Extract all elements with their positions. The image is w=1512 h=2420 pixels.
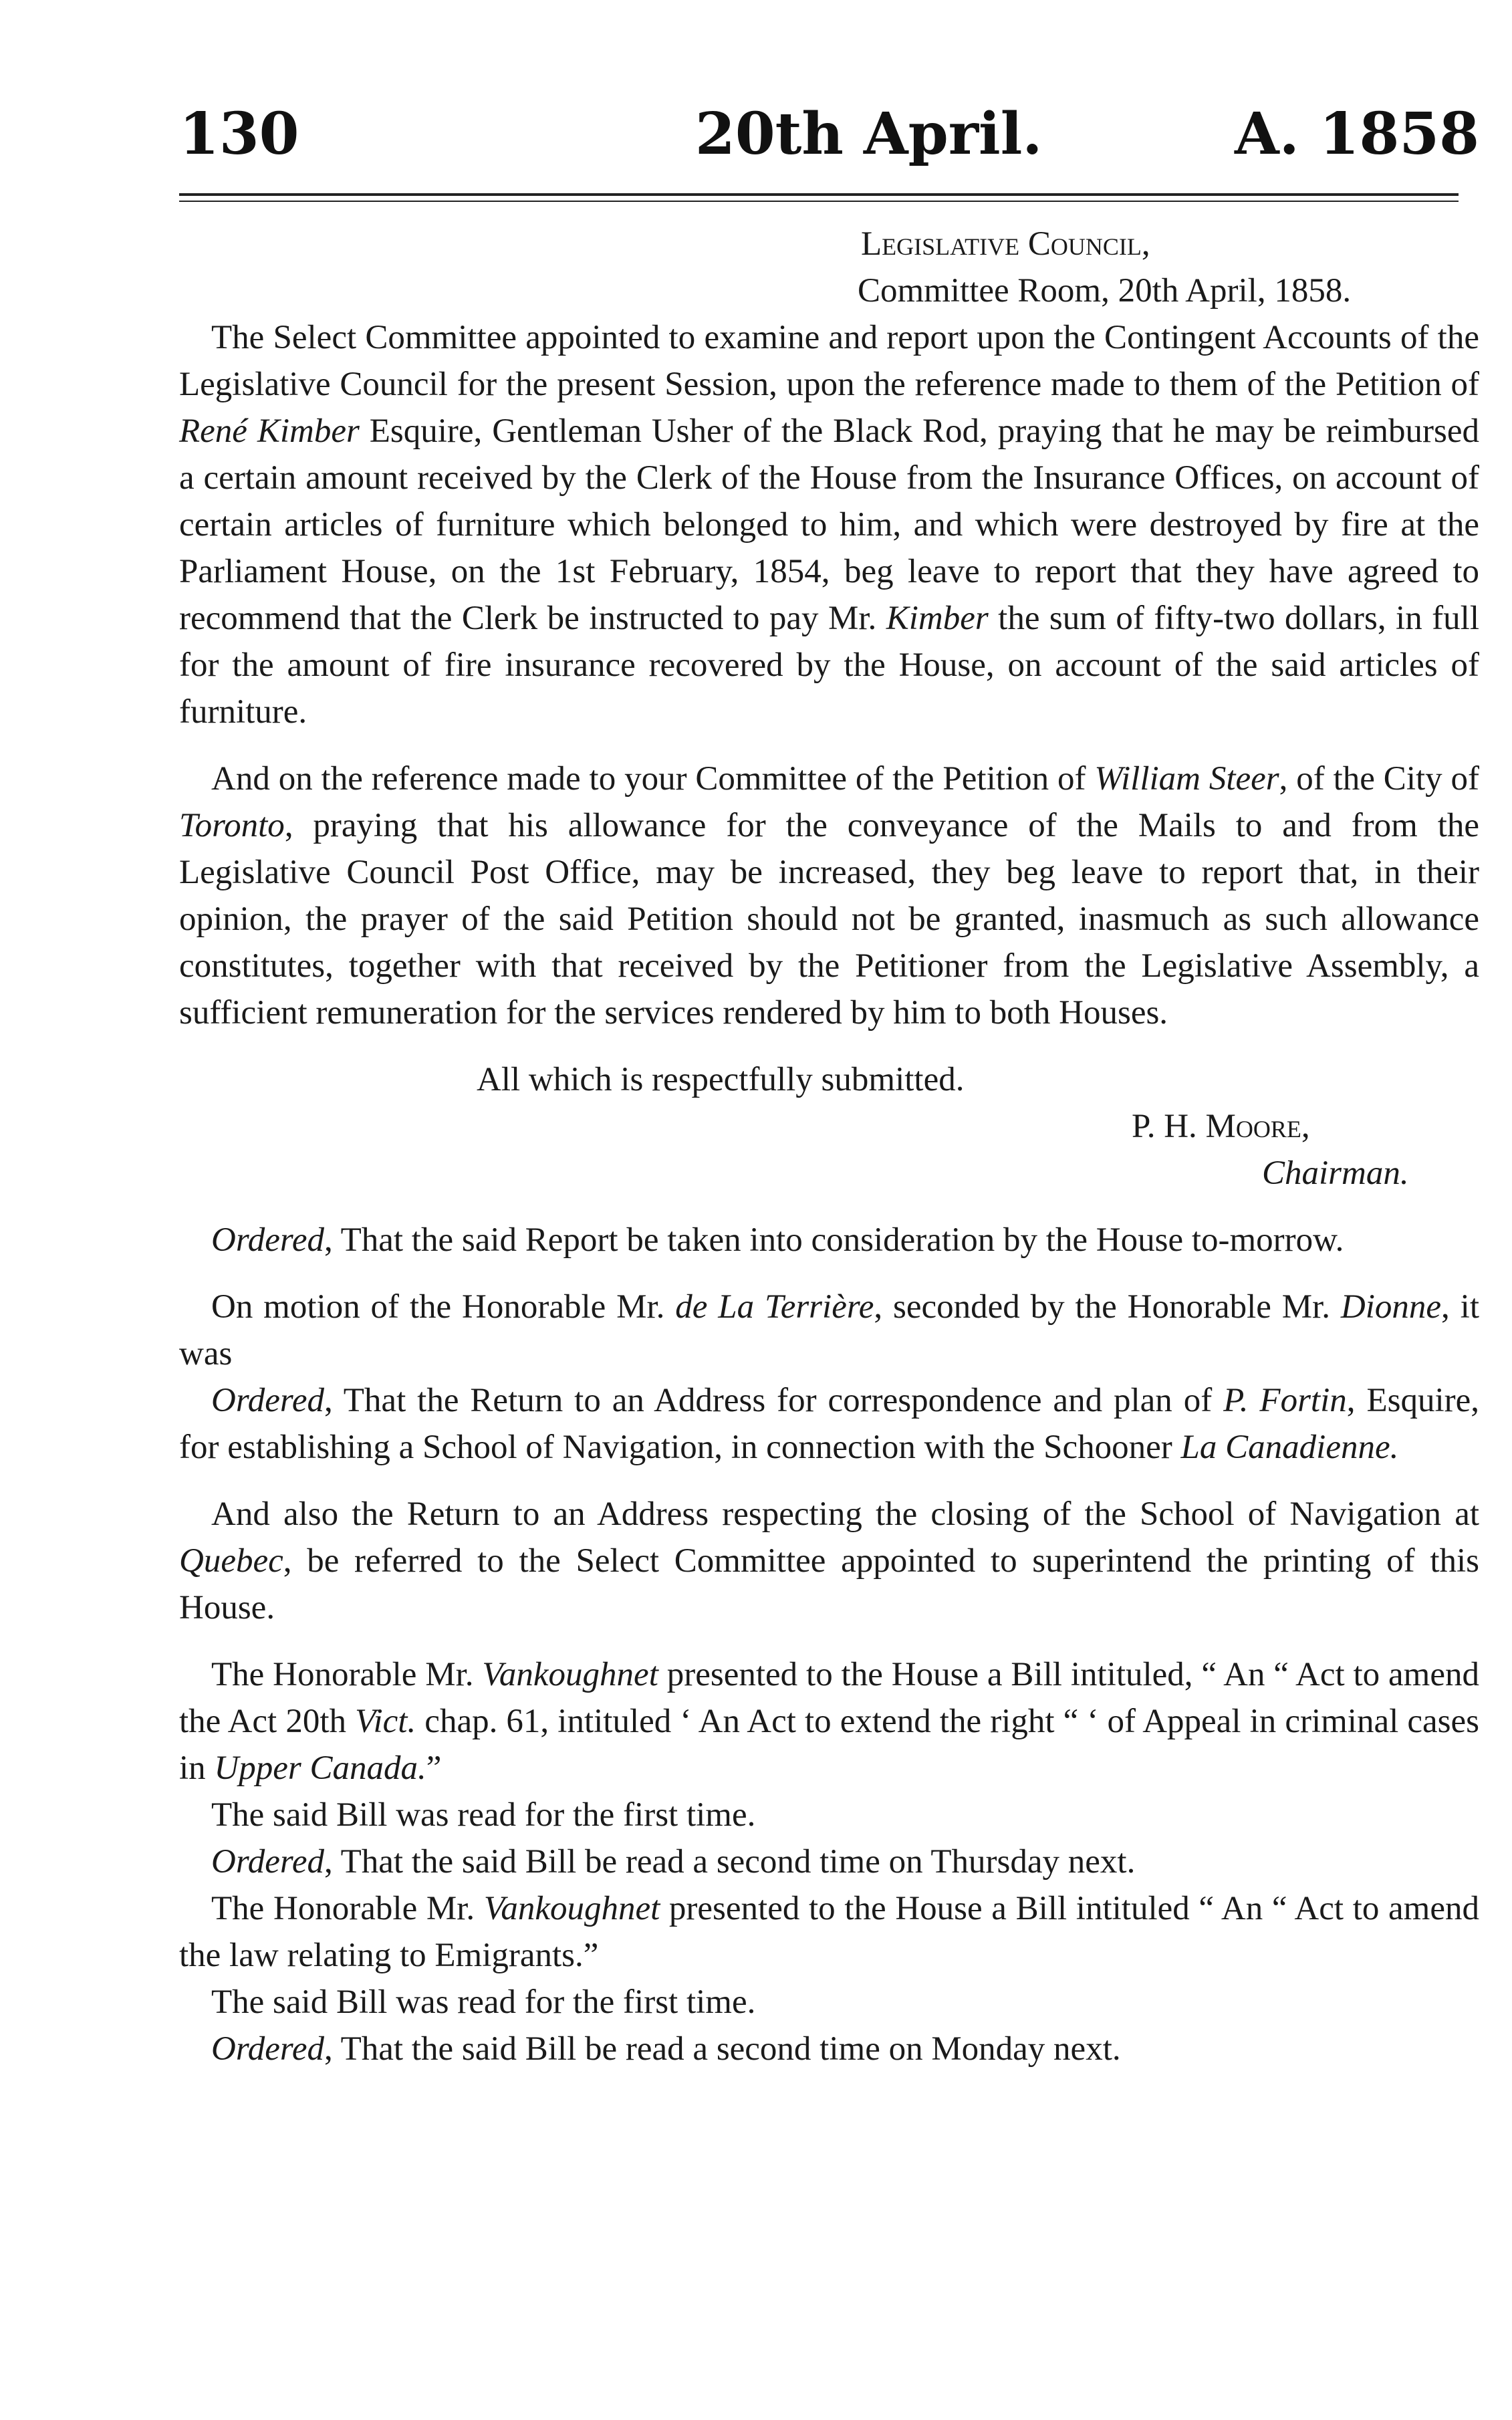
person-name: Kimber: [886, 600, 989, 637]
place-name: Toronto: [179, 807, 285, 844]
header-rule-thin: [179, 201, 1459, 202]
ordered-word: Ordered: [211, 1382, 325, 1419]
text-run: presented to the House a Bill intituled “ An “ Act to amend the law relating to Emigrants.”: [179, 1890, 1479, 1974]
report-signature-title: [179, 1150, 1479, 1197]
report-paragraph-2: [179, 755, 1479, 1036]
signature-name: P. H. Moore,: [1132, 1108, 1310, 1145]
person-name: P. Fortin: [1223, 1382, 1347, 1419]
also-paragraph: [179, 1491, 1479, 1631]
text-run: The Honorable Mr.: [211, 1656, 483, 1693]
text-run: , That the Return to an Address for correspondence and plan of: [324, 1382, 1224, 1419]
bill-2-read: The said Bill was read for the first time.: [211, 1983, 756, 2021]
person-name: William Steer: [1094, 760, 1279, 798]
report-paragraph-1: [179, 314, 1479, 735]
report-dateline: Committee Room, 20th April, 1858.: [858, 272, 1352, 310]
report-signature: [179, 1103, 1479, 1150]
header-date: 20th April.: [695, 100, 1043, 168]
text-run: , of the City of: [1279, 760, 1480, 798]
report-place: Legislative Council,: [861, 225, 1150, 263]
text-run: , seconded by the Honorable Mr.: [874, 1288, 1341, 1326]
text-run: , That the said Bill be read a second time on Thursday next.: [324, 1843, 1136, 1881]
signature-title: Chairman.: [1262, 1155, 1409, 1192]
text-run: Esquire, Gentleman Usher of the Black Rod, praying that he may be reimbursed a certain amount received by the Clerk of the House from the Insurance Offices, on account of certain articles of furniture which belonged to him, and which were destroyed by fire at the Parliament House, on the 1st February, 1854, beg leave to report that they have agreed to recommend that the Clerk be instructed to pay Mr.: [179, 412, 1479, 637]
report-closing: All which is respectfully submitted.: [477, 1061, 965, 1098]
text-run: , it was: [179, 1288, 1479, 1372]
bill-1-paragraph: [179, 1651, 1479, 1792]
ordered-word: Ordered: [211, 1843, 325, 1881]
text-run: , Esquire, for establishing a School of Navigation, in connection with the Schooner: [179, 1382, 1480, 1466]
place-name: Quebec: [179, 1542, 283, 1580]
text-run: And also the Return to an Address respecting the closing of the School of Navigation at: [211, 1495, 1479, 1533]
text-run: , That the said Bill be read a second time on Monday next.: [324, 2030, 1121, 2068]
text-run: , praying that his allowance for the conveyance of the Mails to and from the Legislative Council Post Office, may be increased, they beg leave to report that, in their opinion, the prayer of the said Petition should not be granted, inasmuch as such allowance constitutes, together with that received by the Petitioner from the Legislative Assembly, a sufficient remuneration for the services rendered by him to both Houses.: [179, 807, 1479, 1032]
bill-2-order: [179, 2026, 1479, 2072]
text-run: ”: [426, 1749, 442, 1787]
text-run: , That the said Report be taken into consideration by the House to-morrow.: [324, 1221, 1344, 1259]
person-name: René Kimber: [179, 412, 360, 450]
page-number: 130: [179, 100, 299, 168]
ordered-word: Ordered: [211, 1221, 325, 1259]
bill-2-paragraph: [179, 1885, 1479, 1979]
text-run: presented to the House a Bill intituled, “ An “ Act to amend the Act 20th: [179, 1656, 1479, 1740]
page-body: [179, 221, 1479, 2072]
person-name: Vankoughnet: [483, 1890, 660, 1927]
ordered-word: Ordered: [211, 2030, 325, 2068]
header-rule: [179, 193, 1459, 196]
header-year: A. 1858: [1235, 100, 1479, 168]
text-run: And on the reference made to your Committee of the Petition of: [211, 760, 1095, 798]
person-name: Vankoughnet: [482, 1656, 658, 1693]
running-header: [179, 80, 1479, 167]
statute-ref: Vict.: [355, 1703, 416, 1740]
bill-1-order: [179, 1838, 1479, 1885]
text-run: On motion of the Honorable Mr.: [211, 1288, 676, 1326]
order-paragraph-1: [179, 1217, 1479, 1263]
text-run: chap. 61, intituled ‘ An Act to extend the right “ ‘ of Appeal in criminal cases in: [179, 1703, 1479, 1787]
order-paragraph-2: [179, 1377, 1479, 1471]
text-run: the sum of fifty-two dollars, in full for the amount of fire insurance recovered by the House, on account of the said articles of furniture.: [179, 600, 1479, 731]
text-run: The Honorable Mr.: [211, 1890, 484, 1927]
place-name: Upper Canada.: [214, 1749, 426, 1787]
person-name: de La Terrière: [675, 1288, 874, 1326]
ship-name: La Canadienne.: [1180, 1429, 1399, 1466]
bill-1-read: The said Bill was read for the first time.: [211, 1796, 756, 1834]
text-run: The Select Committee appointed to examine and report upon the Contingent Accounts of the Legislative Council for the present Session, upon the reference made to them of the Petition of: [179, 319, 1479, 403]
text-run: , be referred to the Select Committee appointed to superintend the printing of this House.: [179, 1542, 1479, 1626]
motion-paragraph: [179, 1284, 1479, 1377]
person-name: Dionne: [1340, 1288, 1442, 1326]
